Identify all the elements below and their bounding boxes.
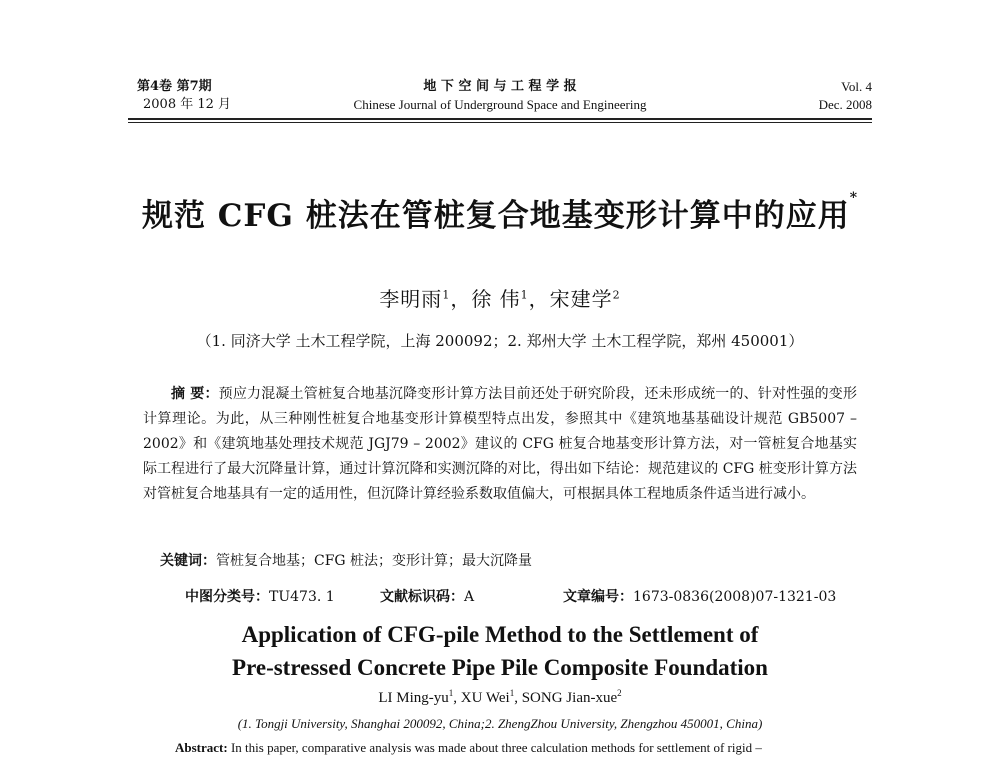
date-cn: 2008 年 12 月 [143,97,232,112]
header-center [300,78,700,114]
title-footnote-mark: * [849,190,859,206]
en-author-1: LI Ming-yu [378,690,449,706]
clc-number: 中图分类号：TU473. 1 [185,589,335,605]
volume-issue: 第4卷 第7期 [137,79,212,94]
english-title-line-2: Pre-stressed Concrete Pipe Pile Composite Foundation [232,655,768,680]
paper-title [100,190,900,235]
author-2: 徐 伟 [471,287,521,311]
abstract-text: 预应力混凝土管桩复合地基沉降变形计算方法目前还处于研究阶段，还未形成统一的、针对性强的变形计算理论。为此，从三种刚性桩复合地基变形计算模型特点出发，参照其中《建筑地基基础设计规范 GB5007 – 2002》和《建筑地基处理技术规范 JGJ79 – 2002》建议的 CFG 桩复合地基变形计算方法，对一管桩复合地基实际工程进行了最大沉降量计算，通过计算沉降和实测沉降的对比，得出如下结论：规范建议的 CFG 桩变形计算方法对管桩复合地基具有一定的适用性，但沉降计算经验系数取值偏大，可根据具体工程地质条件适当进行减小。 [143,386,858,502]
english-author-list: LI Ming-$yu^1$, XU Wei$^1$, SONG Jian-xue$^2$ [378,688,622,706]
article-number: 文章编号：1673-0836(2008)07-1321-03 [563,589,837,605]
en-author-2: XU Wei [460,690,510,706]
volume-en: Vol. 4 [841,79,872,94]
author-1-affil: 1 [442,288,451,302]
header-rule-top [128,118,872,120]
header-right [819,78,872,114]
author-1: 李明雨 [379,287,443,311]
header-left [137,78,231,114]
english-abstract-text: In this paper, comparative analysis was made about three calculation methods for settlement of rigid – [227,740,762,755]
keywords-cn [160,550,532,570]
english-abstract-label: Abstract: [175,740,228,755]
english-abstract [175,740,875,756]
paper-title-text: 规范 CFG 桩法在管桩复合地基变形计算中的应用 [141,198,850,234]
author-2-affil: 1 [520,288,529,302]
abstract-label: 摘 要： [171,386,219,402]
date-en: Dec. 2008 [818,97,872,112]
author-list: 李明雨$^1$，徐 伟$^1$，宋建学$^2$ [379,287,621,311]
english-title-line-1: Application of CFG-pile Method to the Settlement of [241,622,759,647]
en-author-3: SONG Jian-xue [521,690,618,706]
abstract-cn [143,382,857,507]
header-rule-bottom [128,122,872,123]
english-affiliation: (1. Tongji University, Shanghai 200092, China;2. ZhengZhou University, Zhengzhou 450001, China) [237,716,763,731]
keywords-label: 关键词： [160,553,216,569]
author-3-affil: 2 [612,288,621,302]
journal-title-cn: 地 下 空 间 与 工 程 学 报 [423,79,577,94]
affiliation-cn: （1. 同济大学 土木工程学院，上海 200092；2. 郑州大学 土木工程学院，郑州 450001） [196,332,804,350]
journal-title-en: Chinese Journal of Underground Space and Engineering [353,97,647,112]
document-code: 文献标识码：A [380,589,475,605]
keywords-text: 管桩复合地基；CFG 桩法；变形计算；最大沉降量 [216,553,533,569]
author-3: 宋建学 [549,287,613,311]
